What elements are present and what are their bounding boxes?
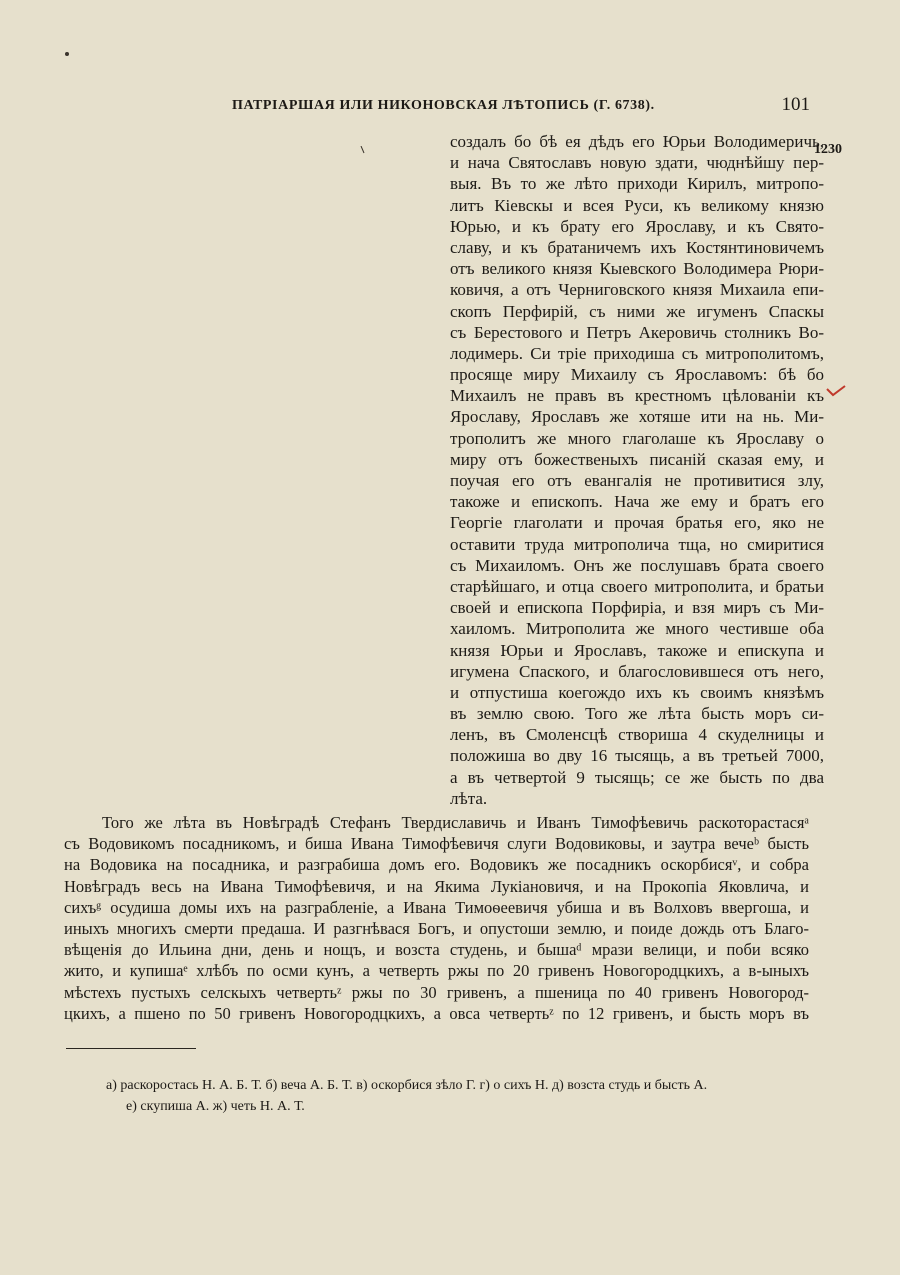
text-line: съ Берестового и Петръ Акеровичь столникъ Во- (450, 322, 824, 342)
text-line: своей и епископа Порфиріа, и взя миръ съ Ми- (450, 598, 824, 618)
text-line: Юрью, и къ брату его Ярославу, и къ Свято- (450, 216, 824, 236)
footnote-rule (66, 1048, 196, 1049)
text-line: съ Водовикомъ посадникомъ, и биша Ивана Тимофѣевичя слуги Водовиковы, и заутра вечеᵇ бысть (64, 834, 809, 854)
text-line: создалъ бо бѣ ея дѣдъ его Юрьи Володимеричь, (450, 132, 824, 151)
text-line: лѣта. (450, 788, 488, 808)
text-line: и отпустиша коегождо ихъ къ своимъ князѣмъ (450, 682, 824, 702)
text-line: хаиломъ. Митрополита же много честивше оба (450, 619, 824, 639)
text-line: отъ великого князя Кыевского Володимера Рюри- (450, 259, 824, 279)
text-line: князя Юрьи и Ярославъ, такоже и епискупа и (450, 640, 824, 660)
full-width-paragraph (64, 812, 809, 1024)
text-line: цкихъ, а пшено по 50 гривенъ Новогородцкихъ, а овса четвертьᶻ по 12 гривенъ, и бысть моръ въ (64, 1003, 809, 1023)
text-line: е) скупиша А. ж) четь Н. А. Т. (126, 1099, 305, 1114)
text-line: Новѣградъ весь на Ивана Тимофѣевичя, и на Якима Лукіановичя, и на Прокопіа Яковлича, и (64, 876, 809, 896)
running-header (232, 94, 810, 115)
text-line: оставити труда митрополича тща, но смиритися (450, 534, 824, 554)
red-check-icon (826, 384, 846, 398)
text-line: игумена Спаского, и благословившеся отъ него, (450, 661, 824, 681)
text-line: а) раскоростась Н. А. Б. Т. б) веча А. Б. Т. в) оскорбися зѣло Г. г) о сихъ Н. д) возста студь и бысть А. (106, 1078, 708, 1093)
text-line: иныхъ многихъ смерти предаша. И разгнѣвася Богъ, и опустоши землю, и поиде дождь отъ Благо- (64, 918, 809, 938)
text-line: а въ четвертой 9 тысящь; се же бысть по два (450, 767, 824, 787)
text-line: миру отъ божественыхъ писаній сказая ему, и (450, 449, 824, 469)
text-line: и нача Святославъ новую здати, чюднѣйшу пер- (450, 153, 824, 173)
margin-year: 1230 (814, 142, 842, 157)
text-line: выя. Въ то же лѣто приходи Кирилъ, митропо- (450, 174, 824, 194)
text-line: трополитъ же много глаголаше къ Ярославу о (450, 428, 824, 448)
text-line: на Водовика на посадника, и разграбиша домъ его. Водовикъ же посадникъ оскорбисяᵛ, и собра (64, 855, 809, 875)
text-line: вѣщенія до Ильина дни, день и нощъ, и возста студень, и бышаᵈ мрази велици, и поби всяко (64, 940, 809, 960)
text-line: Того же лѣта въ Новѣградѣ Стефанъ Твердиславичь и Иванъ Тимофѣевичь раскоторастасяᵃ (102, 813, 809, 832)
text-line: ковичя, а отъ Черниговского князя Михаила епи- (450, 280, 824, 300)
text-line: съ Михаиломъ. Онъ же послушавъ брата своего (450, 555, 824, 575)
text-line: сихъᵍ осудиша домы ихъ на разграбленіе, а Ивана Тимоѳеевичя убиша и въ Волховъ ввергоша, и (64, 897, 809, 917)
text-line: въ землю свою. Того же лѣта бысть моръ си- (450, 704, 824, 724)
text-line: просяще миру Михаилу съ Ярославомъ: бѣ бо (450, 365, 824, 385)
footnotes (106, 1075, 816, 1117)
right-column-text (450, 131, 824, 809)
header-title: ПАТРІАРШАЯ ИЛИ НИКОНОВСКАЯ ЛѢТОПИСЬ (Г. 6738). (232, 98, 655, 113)
text-line: Георгіе глаголати и прочая братья его, яко не (450, 513, 824, 533)
ink-speck (64, 44, 70, 50)
text-line: славу, и къ братаничемъ ихъ Костянтиновичемъ (450, 237, 824, 257)
text-line: литъ Кіевскы и всея Руси, къ великому князю (450, 195, 824, 215)
text-line: старѣйшаго, и отца своего митрополита, и братьи (450, 576, 824, 596)
page-number: 101 (781, 94, 810, 115)
text-line: скопъ Перфирій, съ ними же игуменъ Спаскы (450, 301, 824, 321)
text-line: такоже и епископъ. Нача же ему и братъ его (450, 492, 824, 512)
text-line: положиша во дву 16 тысящь, а въ третьей 7000, (450, 746, 824, 766)
text-line: Ярославу, Ярославъ же хотяше ити на нь. Ми- (450, 407, 824, 427)
tick-mark (360, 141, 366, 149)
text-line: мѣстехъ пустыхъ селскыхъ четвертьᶻ ржы по 30 гривенъ, а пшеница по 40 гривенъ Новогород- (64, 982, 809, 1002)
text-line: поучая его отъ евангалія не противитися злу, (450, 471, 824, 490)
text-line: ленъ, въ Смоленсцѣ створиша 4 скуделницы и (450, 725, 824, 745)
text-line: лодимерь. Си тріе приходиша съ митрополитомъ, (450, 343, 824, 363)
text-line: жито, и купишаᵉ хлѣбъ по осми кунъ, а четверть ржы по 20 гривенъ Новогородцкихъ, а в-ыныхъ (64, 961, 809, 981)
text-line: Михаилъ не правъ въ крестномъ цѣлованіи къ (450, 386, 824, 406)
